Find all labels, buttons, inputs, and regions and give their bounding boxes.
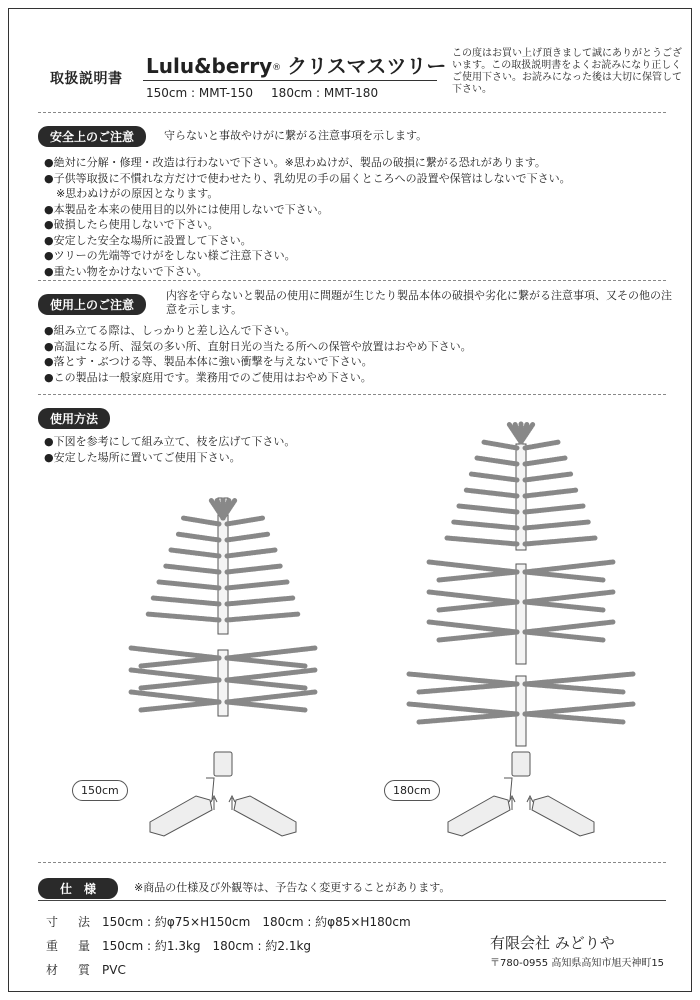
branch: [525, 442, 559, 448]
branch: [525, 538, 595, 544]
branch: [227, 692, 315, 702]
branch: [525, 490, 577, 496]
branch: [159, 582, 219, 588]
spec-label: 寸 法: [46, 915, 95, 929]
branch: [439, 602, 517, 610]
branch: [227, 680, 305, 688]
spec-value: 150cm : 約φ75×H150cm 180cm : 約φ85×H180cm: [102, 915, 411, 929]
branch: [141, 658, 219, 666]
branch: [147, 614, 219, 620]
list-item: ●下図を参考にして組み立て、枝を広げて下さい。: [44, 435, 296, 448]
branch: [525, 592, 613, 602]
list-item: ●組み立てる際は、しっかりと差し込んで下さい。: [44, 324, 296, 337]
branch: [525, 506, 583, 512]
spec-label: 重 量: [46, 939, 95, 953]
spec-row-weight: [46, 934, 411, 958]
branch: [525, 562, 613, 572]
branch: [429, 562, 517, 572]
registered-mark: ®: [272, 62, 282, 73]
list-item: ●安定した場所に置いてご使用下さい。: [44, 450, 241, 464]
model-180: 180cm : MMT-180: [271, 86, 379, 100]
list-item: ●ツリーの先端等でけがをしない様ご注意下さい。: [44, 249, 296, 262]
branch: [459, 506, 517, 512]
branch: [131, 648, 219, 658]
specs-label: 仕 様: [38, 878, 118, 899]
branch: [525, 602, 603, 610]
safety-label: 安全上のご注意: [38, 126, 146, 147]
spec-table: [46, 910, 411, 982]
branch: [525, 458, 565, 464]
specs-note: ※商品の仕様及び外観等は、予告なく変更することがあります。: [134, 881, 451, 894]
company-name: 有限会社 みどりや: [490, 934, 615, 952]
branch: [227, 582, 287, 588]
branch: [227, 614, 299, 620]
model-150: 150cm : MMT-150: [146, 86, 254, 100]
intro-text: この度はお買い上げ頂きまして誠にありがとうございます。この取扱説明書をよくお読みになり正しくご使用下さい。お読みになった後は大切に保管して下さい。: [452, 48, 682, 95]
safety-section: [38, 126, 146, 147]
tree-branches: [131, 424, 633, 722]
brand-name: Lulu&berry: [146, 54, 273, 78]
branch: [453, 522, 517, 528]
branch: [227, 534, 269, 540]
branch: [525, 632, 603, 640]
branch: [131, 670, 219, 680]
branch: [429, 592, 517, 602]
branch: [439, 632, 517, 640]
branch: [227, 566, 281, 572]
branch: [171, 550, 219, 556]
spec-label: 材 質: [46, 963, 95, 977]
branch: [227, 670, 315, 680]
list-item: ●絶対に分解・修理・改造は行わないで下さい。※思わぬけが、製品の破損に繋がる恐れがあります。: [44, 156, 546, 169]
divider-usage: [38, 394, 666, 395]
company-address: 〒780-0955 高知県高知市旭天神町15: [490, 958, 665, 969]
branch: [409, 704, 517, 714]
branch: [439, 572, 517, 580]
spec-value: 150cm : 約1.3kg 180cm : 約2.1kg: [102, 939, 312, 953]
branch: [227, 518, 263, 524]
branch: [525, 622, 613, 632]
branch: [525, 684, 623, 692]
specs-section: [38, 878, 118, 899]
branch: [227, 658, 305, 666]
product-name: クリスマスツリー: [287, 54, 447, 78]
list-item: ●落とす・ぶつける等、製品本体に強い衝撃を与えないで下さい。: [44, 355, 373, 368]
branch: [141, 702, 219, 710]
tree-180-illustration: [448, 444, 594, 836]
divider-header: [38, 112, 666, 113]
divider-safety: [38, 280, 666, 281]
usage-caution-label: 使用上のご注意: [38, 294, 146, 315]
spec-row-material: [46, 958, 411, 982]
branch: [153, 598, 219, 604]
safety-desc: 守らないと事故やけがに繋がる注意事項を示します。: [164, 129, 428, 142]
branch: [419, 714, 517, 722]
branch: [477, 458, 517, 464]
list-item: ●この製品は一般家庭用です。業務用でのご使用はおやめ下さい。: [44, 370, 372, 384]
branch: [227, 648, 315, 658]
list-item: ●子供等取扱に不慣れな方だけで使わせたり、乳幼児の手の届くところへの設置や保管はしないで下さい。: [44, 171, 571, 185]
list-item: ●安定した安全な場所に設置して下さい。: [44, 233, 252, 247]
list-item: ●破損したら使用しないで下さい。: [44, 218, 219, 231]
branch: [525, 704, 633, 714]
size-badge-150: 150cm: [72, 780, 128, 801]
branch: [419, 684, 517, 692]
branch: [227, 702, 305, 710]
list-item: ※思わぬけがの原因となります。: [56, 187, 219, 200]
branch: [429, 622, 517, 632]
how-to-use-label: 使用方法: [38, 408, 110, 429]
list-item: ●重たい物をかけないで下さい。: [44, 264, 208, 278]
branch: [183, 518, 219, 524]
title-underline: [143, 80, 437, 81]
spec-row-dimensions: [46, 910, 411, 934]
divider-specs: [38, 900, 666, 901]
divider-illustration: [38, 862, 666, 863]
branch: [525, 572, 603, 580]
model-list: [146, 86, 396, 100]
branch: [483, 442, 517, 448]
usage-caution-desc: 内容を守らないと製品の使用に問題が生じたり製品本体の破損や劣化に繋がる注意事項、又その他の注意を示します。: [166, 289, 672, 316]
branch: [141, 680, 219, 688]
branch: [525, 714, 623, 722]
usage-caution-section: [38, 294, 146, 315]
branch: [447, 538, 517, 544]
list-item: ●本製品を本来の使用目的以外には使用しないで下さい。: [44, 202, 329, 216]
branch: [227, 598, 293, 604]
spec-value: PVC: [102, 963, 126, 977]
branch: [165, 566, 219, 572]
branch: [465, 490, 517, 496]
branch: [177, 534, 219, 540]
branch: [409, 674, 517, 684]
size-badge-180: 180cm: [384, 780, 440, 801]
product-title: [146, 50, 446, 79]
branch: [131, 692, 219, 702]
branch: [227, 550, 275, 556]
branch: [525, 474, 571, 480]
list-item: ●高温になる所、湿気の多い所、直射日光の当たる所への保管や放置はおやめ下さい。: [44, 339, 472, 353]
branch: [525, 674, 633, 684]
usage-caution-list: [44, 323, 684, 385]
doc-type: 取扱説明書: [50, 71, 123, 87]
branch: [525, 522, 589, 528]
safety-list: [44, 155, 684, 279]
branch: [471, 474, 517, 480]
